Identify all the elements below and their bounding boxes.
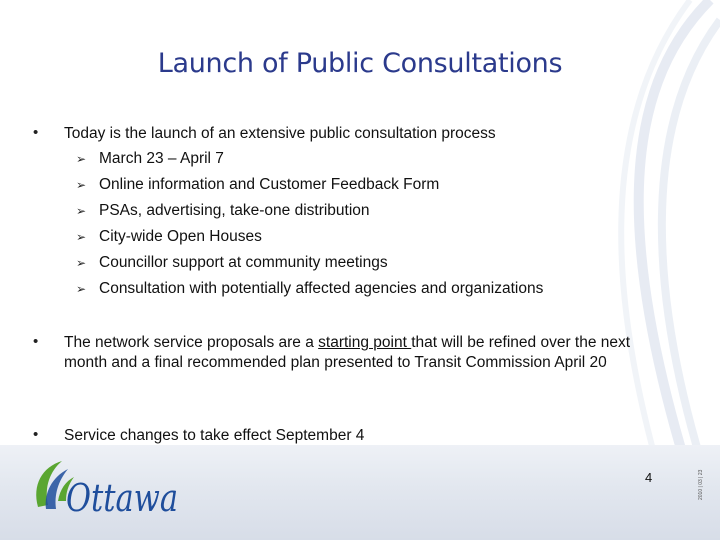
slide-title: Launch of Public Consultations [157, 48, 563, 79]
bullet-text [64, 333, 660, 373]
sub-bullet-text: March 23 – April 7 [99, 150, 224, 167]
arrow-bullet-icon: ➢ [76, 230, 87, 244]
arrow-bullet-icon: ➢ [76, 282, 87, 296]
bullet-text-part: that will be refined over the next month and a final recommended plan presented to Transit Commission April 20 [64, 334, 631, 371]
svg-text:Ottawa: Ottawa [66, 476, 178, 520]
sub-bullet-text: City-wide Open Houses [99, 228, 262, 245]
arrow-bullet-icon: ➢ [76, 204, 87, 218]
sub-bullet-text: Councillor support at community meetings [99, 254, 388, 271]
arrow-bullet-icon: ➢ [76, 256, 87, 270]
bullet-text: Today is the launch of an extensive public consultation process [64, 125, 496, 142]
bullet-text: Service changes to take effect September 4 [64, 427, 365, 444]
bullet-icon: • [33, 426, 39, 443]
sub-bullet-text: Online information and Customer Feedback Form [99, 176, 440, 193]
side-reference-text: 2010 | 03 | 23 [698, 469, 704, 500]
arrow-bullet-icon: ➢ [76, 178, 87, 192]
bullet-icon: • [33, 124, 39, 141]
sub-bullet-text: PSAs, advertising, take-one distribution [99, 202, 370, 219]
bullet-text-part: The network service proposals are a [64, 334, 319, 351]
ottawa-logo [32, 455, 192, 523]
bullet-icon: • [33, 333, 39, 350]
sub-bullet-text: Consultation with potentially affected agencies and organizations [99, 280, 544, 297]
arrow-bullet-icon: ➢ [76, 152, 87, 166]
underlined-phrase: starting point [318, 334, 412, 351]
page-number: 4 [645, 470, 653, 485]
